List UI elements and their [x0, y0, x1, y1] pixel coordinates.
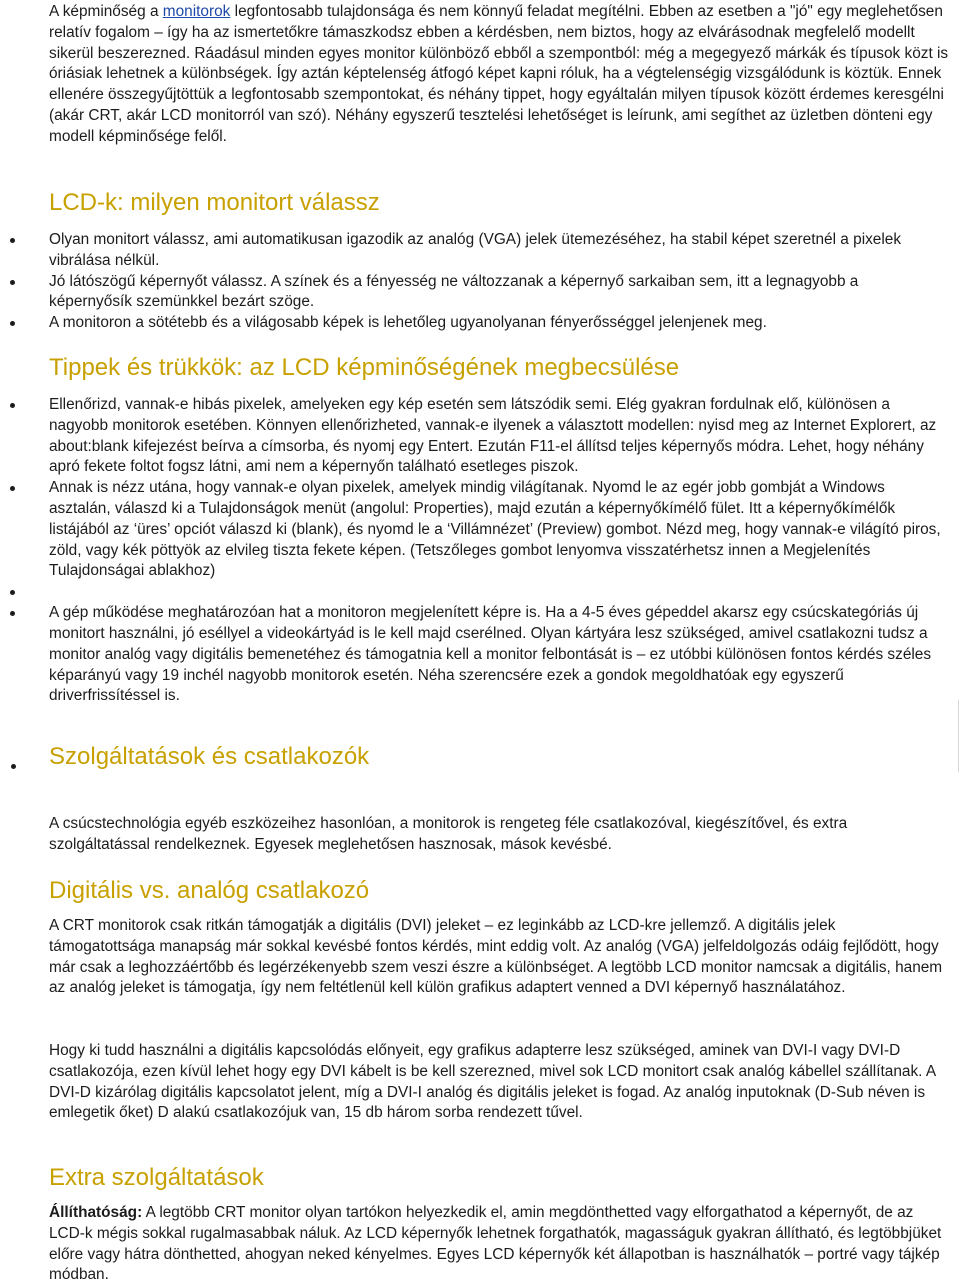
bullet-icon: [10, 280, 15, 285]
lcd-choice-list: [0, 230, 960, 334]
monitorok-link[interactable]: monitorok: [162, 3, 231, 20]
extra-paragraph: [49, 1203, 944, 1286]
intro-paragraph: [49, 2, 949, 148]
tips-list: [0, 395, 960, 707]
list-item-text: Ellenőrizd, vannak-e hibás pixelek, amelyeken egy kép esetén sem látszódik semi. Elég gyakran fordulnak elő, különösen a nagyobb monitorok esetében. Könnyen ellenőrizheted, vannak-e ilyenek a választott modellen: nyisd meg az Internet Explorert, az about:blank kifejezést beírva a címsorba, és nyomj egy Entert. Ezután F11-el állítsd teljes képernyős módra. Lehet, hogy néhány apró fekete foltot fogsz látni, ami nem a képernyőn található esetleges piszok.: [49, 396, 937, 476]
services-paragraph: A csúcstechnológia egyéb eszközeihez hasonlóan, a monitorok is rengeteg féle csatlakozóval, kiegészítővel, és extra szolgáltatással rendelkeznek. Egyesek meglehetősen hasznosak, mások kevésbé.: [49, 815, 848, 853]
bullet-icon: [10, 238, 15, 243]
heading-digital-analog: Digitális vs. analóg csatlakozó: [49, 877, 370, 904]
bullet-icon: [10, 611, 15, 616]
bullet-icon: [10, 486, 15, 491]
heading-extra: Extra szolgáltatások: [49, 1164, 264, 1191]
list-item: [0, 272, 944, 314]
bullet-icon: [10, 321, 15, 326]
divider-line: [958, 700, 959, 772]
list-item-text: Annak is nézz utána, hogy vannak-e olyan pixelek, amelyek mindig világítanak. Nyomd le az egér jobb gombját a Windows asztalán, válaszd ki a Tulajdonságok menüt (angolul: Properties), majd ezután a képernyőkímélő fület. Itt a képernyőkímélők listájából az ‘üres’ opciót válaszd ki (blank), és nyomd le a ‘Villámnézet’ (Preview) gombot. Nézd meg, hogy vannak-e világító piros, zöld, vagy kék pöttyök az elvileg tiszta fekete képen. (Tetszőleges gombot lenyomva visszatérhetsz innen a Megjelenítés Tulajdonságai ablakhoz): [49, 479, 941, 580]
list-item: [0, 478, 944, 582]
adjustability-label: Állíthatóság:: [49, 1204, 143, 1221]
list-item-text: Jó látószögű képernyőt válassz. A színek és a fényesség ne változzanak a képernyő sarkaiban sem, itt a legnagyobb a képernyősík szemünkkel bezárt szöge.: [49, 272, 859, 311]
list-item: [0, 230, 944, 272]
bullet-icon: [10, 403, 15, 408]
bullet-icon: [10, 590, 15, 595]
digital-analog-paragraph-2: Hogy ki tudd használni a digitális kapcsolódás előnyeit, egy grafikus adapterre lesz szükséged, aminek van DVI-I vagy DVI-D csatlakozója, ezen kívül lehet hogy egy DVI kábelt is be kell szerezned, mivel sok LCD monitort csak analóg kábellel szállítanak. A DVI-D kizárólag digitális kapcsolatot jelent, míg a DVI-I analóg és digitális jeleket is fogad. Az analóg inputoknak (D-Sub néven is emlegetik őket) D alakú csatlakozójuk van, 15 db három sorba rendezett tűvel.: [49, 1042, 936, 1122]
extra-text: A legtöbb CRT monitor olyan tartókon helyezkedik el, amin megdönthetted vagy elforgathatod a képernyőt, de az LCD-k mégis sokkal rugalmasabbak náluk. Az LCD képernyők lehetnek forgathatók, magasságuk gyakran állítható, és legtöbbjüket előre vagy hátra dönthetted, ahogyan neked kényelmes. Egyes LCD képernyők két állapotban is használhatók – portré vagy tájkép módban.: [49, 1204, 942, 1284]
list-item-text: Olyan monitort válassz, ami automatikusan igazodik az analóg (VGA) jelek ütemezéséhez, ha stabil képet szeretnél a pixelek vibrálása nélkül.: [49, 231, 902, 269]
list-item-text: A gép működése meghatározóan hat a monitoron megjelenített képre is. Ha a 4-5 éves gépeddel akarsz egy csúcskategóriás új monitort használni, jó eséllyel a videokártyád is le kell majd cserélned. Olyan kártyára lesz szükséged, amivel csatlakozni tudsz a monitor analóg vagy digitális bemenetéhez és támogatnia kell a monitor felbontását is – ez utóbbi különösen fontos kérdés széles képarányú vagy 19 inchél nagyobb monitorok esetén. Néha szerencsére ezek a gondok megoldhatóak egy egyszerű driverfrissítéssel is.: [49, 604, 932, 705]
list-item: [0, 395, 944, 478]
bullet-icon: [11, 764, 16, 769]
heading-services: Szolgáltatások és csatlakozók: [49, 743, 370, 770]
digital-analog-paragraph-1: A CRT monitorok csak ritkán támogatják a digitális (DVI) jeleket – ez leginkább az LCD-kre jellemző. A digitális jelek támogatottsága manapság már sokkal kevésbé fontos kérdés, mint eddig volt. Az analóg (VGA) jelfeldolgozás odáig fejlődött, hogy már csak a leghozzáértőbb és legérzékenyebb szem veszi észre a különbséget. A legtöbb LCD monitor namcsak a digitális, hanem az analóg jeleket is támogatja, így nem feltétlenül kell külön grafikus adaptert venned a DVI képernyő használatához.: [49, 917, 943, 997]
intro-prefix: A képminőség a: [49, 3, 163, 20]
list-item: [0, 313, 944, 334]
list-item-empty: [0, 582, 944, 603]
heading-tips: Tippek és trükkök: az LCD képminőségének megbecsülése: [49, 354, 680, 381]
intro-text: legfontosabb tulajdonsága és nem könnyű feladat megítélni. Ebben az esetben a "jó" egy meglehetősen relatív fogalom – így ha az ismertetőkre támaszkodsz ebben a kérdésben, nem biztos, hogy az elvárásodnak megfelelő modellt sikerül beszerezned. Ráadásul minden egyes monitor különböző ebből a szempontból: még a megegyező márkák és típusok közt is óriásiak lehetnek a különbségek. Így aztán képtelenség átfogó képet kapni róluk, ha a végtelenségig vizsgálódunk is köztük. Ennek ellenére összegyűjtöttük a legfontosabb szempontokat, és néhány tippet, hogy egyáltalán milyen típusok között érdemes keresgélni (akár CRT, akár LCD monitorról van szó). Néhány egyszerű tesztelési lehetőséget is leírunk, ami segíthet az üzletben dönteni egy modell képminősége felől.: [49, 3, 949, 145]
heading-lcd-choice: LCD-k: milyen monitort válassz: [49, 189, 380, 216]
list-item-text: A monitoron a sötétebb és a világosabb képek is lehetőleg ugyanolyanan fényerősséggel jelenjenek meg.: [49, 314, 767, 332]
list-item: [0, 603, 944, 707]
